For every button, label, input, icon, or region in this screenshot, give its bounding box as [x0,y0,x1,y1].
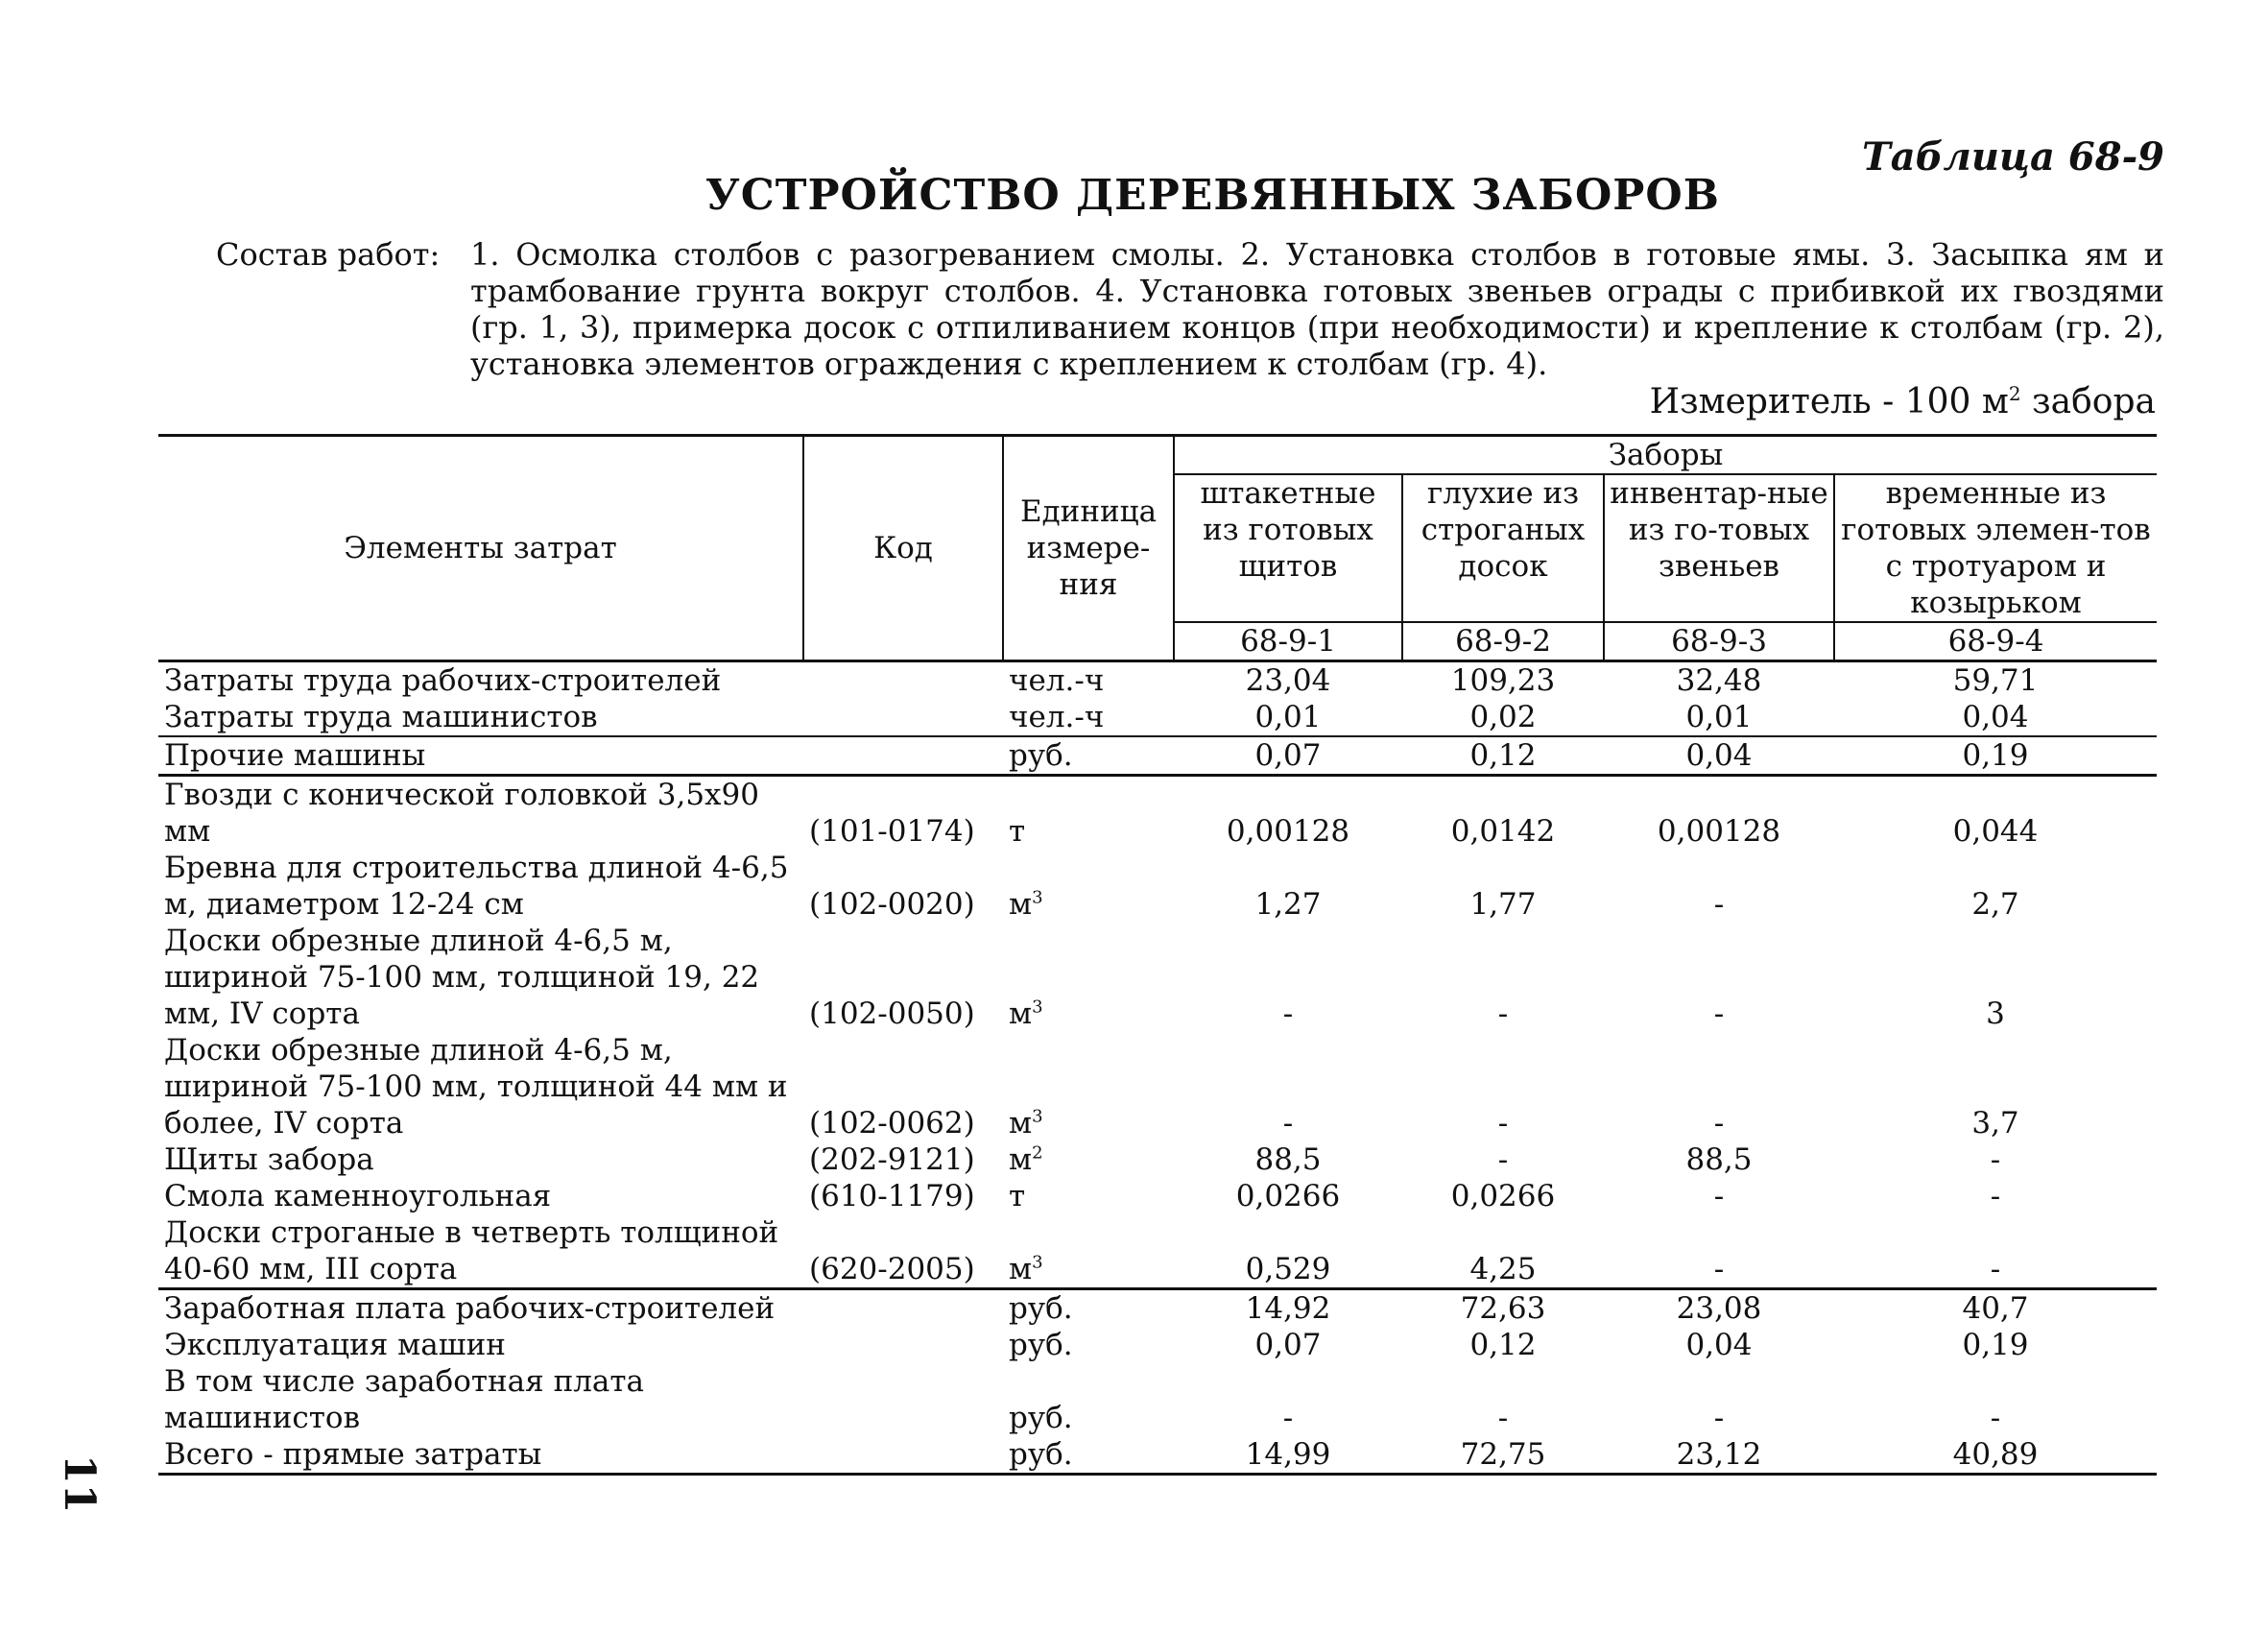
row-unit-text: м [1009,1142,1033,1177]
row-unit-power: 3 [1032,1106,1043,1127]
row-unit-text: руб. [1009,738,1073,773]
row-name: Эксплуатация машин [164,1328,506,1362]
row-value-4: - [1990,1142,2001,1177]
row-value-3: 23,08 [1676,1291,1762,1326]
row-code: (202-9121) [809,1142,975,1177]
row-value-4: 3,7 [1971,1106,2019,1141]
row-unit [1003,776,1174,851]
work-scope-label: Состав работ: [216,236,441,273]
row-value-2: 0,0142 [1450,814,1556,849]
table-row [158,1032,2157,1141]
header-code: Код [803,436,1003,661]
row-value-1: 88,5 [1254,1142,1322,1177]
row-value-2: 0,12 [1402,736,1604,776]
row-value-4: 0,19 [1834,736,2157,776]
row-value-3: - [1604,1214,1834,1289]
row-value-4: 0,04 [1834,699,2157,736]
row-unit-power: 3 [1032,997,1043,1018]
row-value-2: - [1497,997,1509,1031]
row-value-3: 0,04 [1604,736,1834,776]
row-name: Щиты забора [164,1142,374,1177]
header-sub-4: временные из готовых элемен-тов с тротуаром и козырьком [1834,474,2157,622]
row-value-2: - [1497,1142,1509,1177]
row-unit [1003,1363,1174,1436]
row-value-3: 0,01 [1604,699,1834,736]
row-value-1: 23,04 [1245,663,1331,698]
table-row [158,1327,2157,1363]
row-code [803,1327,1003,1363]
row-name: Прочие машины [158,736,803,776]
row-value-1: 0,01 [1174,699,1402,736]
row-unit-text: м [1009,1106,1033,1141]
table-row [158,1141,2157,1178]
row-value-2: 0,0266 [1450,1179,1556,1213]
row-unit [1003,923,1174,1032]
row-value-2: 1,77 [1469,887,1537,922]
row-value-3: 88,5 [1685,1142,1753,1177]
row-unit-text: т [1009,1179,1026,1213]
row-unit [1003,1178,1174,1214]
row-value-3: - [1713,887,1725,922]
table-row [158,850,2157,923]
row-code: (102-0062) [809,1106,975,1141]
row-unit-text: руб. [1009,1401,1073,1435]
row-name: Смола каменноугольная [164,1179,552,1213]
row-unit [1003,736,1174,776]
row-name: Доски обрезные длиной 4-6,5 м, шириной 75-100 мм, толщиной 44 мм и более, IV сорта [164,1033,788,1141]
row-code: (102-0020) [809,887,975,922]
unit-of-measure [1650,382,2156,421]
table-row [158,776,2157,851]
row-unit-text: м [1009,887,1033,922]
row-name: Бревна для строительства длиной 4-6,5 м, диаметром 12-24 см [164,851,789,922]
row-code [803,699,1003,736]
row-unit-text: чел.-ч [1009,663,1105,698]
header-group-fences: Заборы [1174,436,2157,475]
page-number: 11 [55,1454,104,1514]
row-unit-text: чел.-ч [1009,700,1105,734]
row-name: Всего - прямые затраты [158,1436,803,1475]
row-unit [1003,1436,1174,1475]
row-unit-text: руб. [1009,1437,1073,1472]
header-code-3: 68-9-3 [1604,622,1834,661]
table-row [158,923,2157,1032]
row-value-2: 0,02 [1402,699,1604,736]
table-row [158,1363,2157,1436]
row-value-4: 40,7 [1962,1291,2029,1326]
row-code [803,1363,1003,1436]
header-code-2: 68-9-2 [1402,622,1604,661]
row-unit [1003,1327,1174,1363]
row-value-4: 2,7 [1971,887,2019,922]
row-name: Заработная плата рабочих-строителей [164,1291,776,1326]
row-value-3: - [1713,1179,1725,1213]
row-unit [1003,850,1174,923]
row-code: (610-1179) [809,1179,975,1213]
row-name: В том числе заработная плата машинистов [164,1364,645,1435]
row-unit [1003,661,1174,700]
row-value-3: 32,48 [1676,663,1762,698]
row-unit [1003,699,1174,736]
row-value-4: 40,89 [1834,1436,2157,1475]
row-value-2: - [1497,1106,1509,1141]
table-row [158,1436,2157,1475]
row-value-4: 0,044 [1952,814,2039,849]
header-elements: Элементы затрат [158,436,803,661]
row-value-1: 14,92 [1245,1291,1331,1326]
row-value-2: 72,63 [1460,1291,1546,1326]
row-unit-power: 2 [1032,1142,1043,1164]
row-value-1: 14,99 [1174,1436,1402,1475]
row-value-3: 0,00128 [1657,814,1781,849]
header-unit: Единица измере-ния [1003,436,1174,661]
row-name: Гвозди с конической головкой 3,5х90 мм [164,778,759,849]
row-value-1: - [1282,1401,1294,1435]
row-code: (620-2005) [803,1214,1003,1289]
header-code-4: 68-9-4 [1834,622,2157,661]
row-value-2: - [1497,1401,1509,1435]
row-value-1: 0,07 [1174,736,1402,776]
row-code [803,1436,1003,1475]
row-value-1: 0,07 [1254,1328,1322,1362]
table-row [158,661,2157,700]
row-value-3: - [1713,997,1725,1031]
row-code [803,1289,1003,1328]
row-name: Доски обрезные длиной 4-6,5 м, шириной 75-100 мм, толщиной 19, 22 мм, IV сорта [164,924,760,1031]
row-value-1: 0,0266 [1235,1179,1341,1213]
header-sub-1: штакетные из готовых щитов [1174,474,1402,622]
cost-table-body [158,661,2157,1475]
row-code [803,736,1003,776]
row-unit [1003,1289,1174,1328]
meter-prefix: Измеритель - 100 м [1649,382,2009,421]
row-unit-power: 3 [1032,1252,1043,1273]
row-name: Затраты труда рабочих-строителей [164,663,722,698]
header-sub-2: глухие из строганых досок [1402,474,1604,622]
row-value-4: 3 [1986,997,2005,1031]
header-sub-3: инвентар-ные из го-товых звеньев [1604,474,1834,622]
row-value-3: 23,12 [1604,1436,1834,1475]
table-row [158,1289,2157,1328]
row-unit-power: 3 [1032,887,1043,908]
header-code-1: 68-9-1 [1174,622,1402,661]
meter-suffix: забора [2020,382,2156,421]
row-value-4: 0,19 [1962,1328,2029,1362]
row-value-2: 4,25 [1402,1214,1604,1289]
row-value-4: - [1834,1214,2157,1289]
row-name: Затраты труда машинистов [158,699,803,736]
table-label: Таблица 68-9 [1862,134,2164,180]
row-unit-text: м [1009,997,1033,1031]
row-unit-text: руб. [1009,1291,1073,1326]
row-value-3: - [1713,1401,1725,1435]
row-value-4: - [1990,1401,2001,1435]
row-value-1: 1,27 [1254,887,1322,922]
row-unit-text: руб. [1009,1328,1073,1362]
table-row [158,1178,2157,1214]
row-value-3: 0,04 [1685,1328,1753,1362]
table-row [158,699,2157,736]
work-scope-text: 1. Осмолка столбов с разогреванием смолы. 2. Установка столбов в готовые ямы. 3. Засыпка ям и трамбование грунта вокруг столбов. 4. Установка готовых звеньев ограды с прибивкой их гвоздями (гр. 1, 3), примерка досок с отпиливанием концов (при необходимости) и крепление к столбам (гр. 2), установка элементов ограждения с креплением к столбам (гр. 4). [470,236,2164,382]
row-unit [1003,1141,1174,1178]
row-unit-text: м [1009,1252,1033,1286]
row-value-2: 0,12 [1469,1328,1537,1362]
row-name: Доски строганые в четверть толщиной 40-60 мм, III сорта [158,1214,803,1289]
table-row [158,1214,2157,1289]
row-unit [1003,1032,1174,1141]
row-value-3: - [1713,1106,1725,1141]
row-unit [1003,1214,1174,1289]
document-title: УСТРОЙСТВО ДЕРЕВЯННЫХ ЗАБОРОВ [705,171,1720,220]
row-value-2: 109,23 [1450,663,1556,698]
row-value-1: 0,00128 [1226,814,1350,849]
cost-table [158,434,2157,1476]
meter-power: 2 [2008,382,2021,405]
table-row [158,736,2157,776]
row-code [803,661,1003,700]
row-value-1: 0,529 [1174,1214,1402,1289]
row-unit-text: т [1009,814,1026,849]
row-value-4: 59,71 [1952,663,2039,698]
row-value-1: - [1282,1106,1294,1141]
row-code: (102-0050) [809,997,975,1031]
row-value-2: 72,75 [1402,1436,1604,1475]
row-value-1: - [1282,997,1294,1031]
row-value-4: - [1990,1179,2001,1213]
row-code: (101-0174) [809,814,975,849]
